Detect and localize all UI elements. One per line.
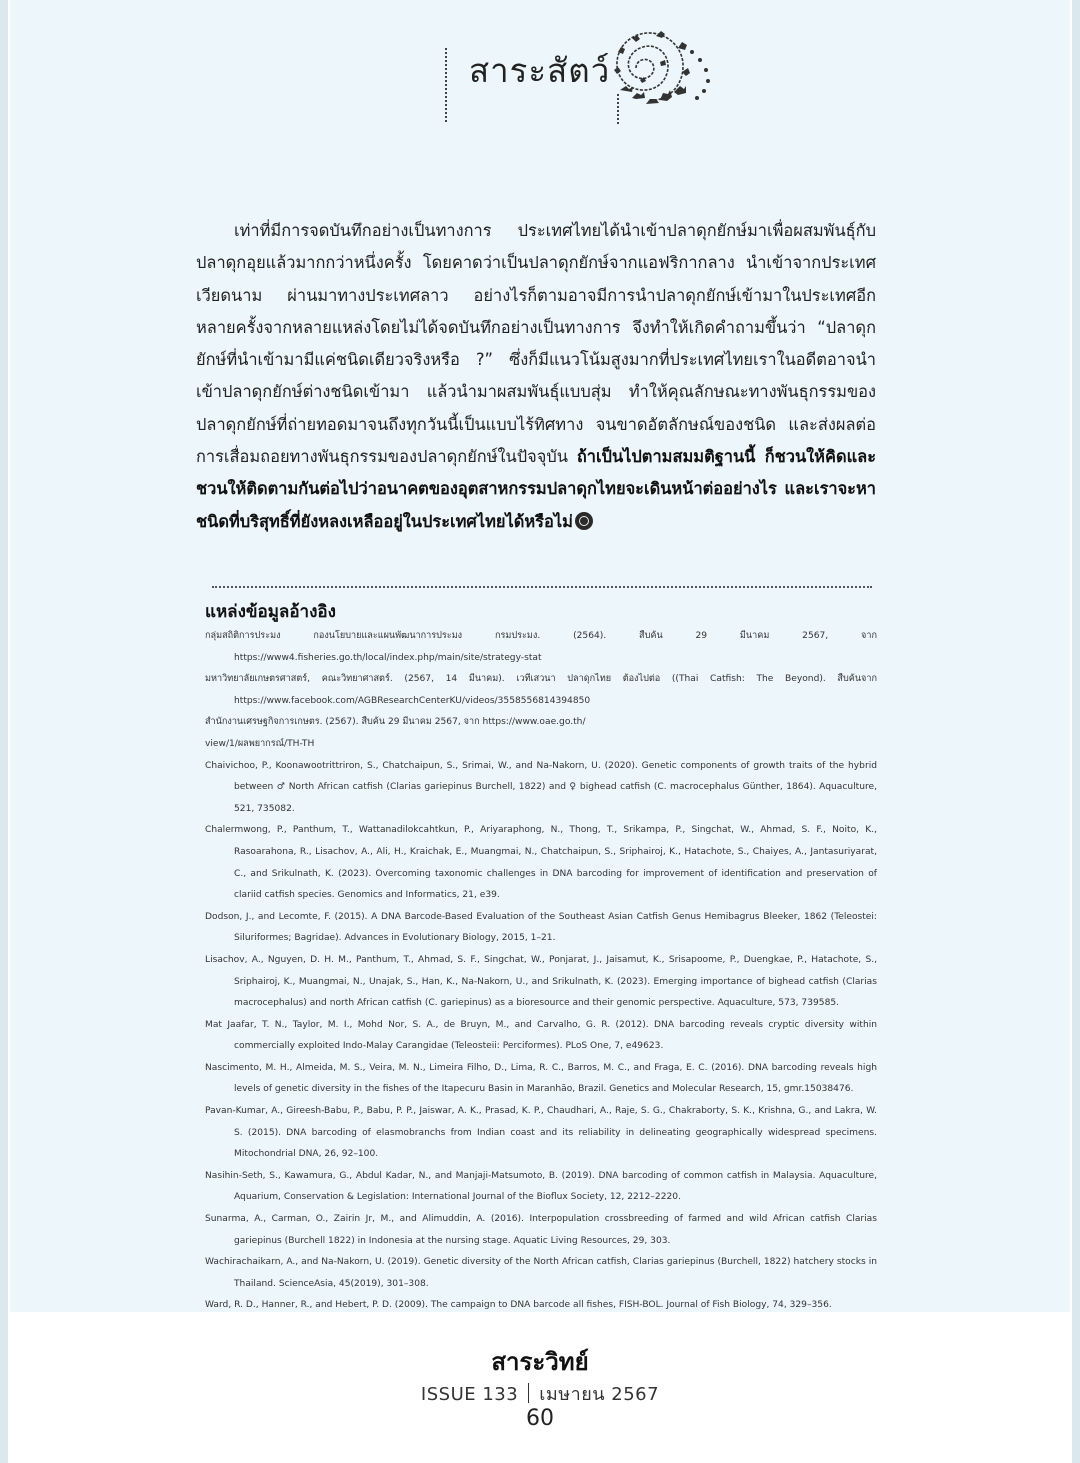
page-number: 60 (526, 1406, 554, 1431)
article-paragraph (196, 215, 876, 538)
reference-item: Pavan-Kumar, A., Gireesh-Babu, P., Babu, P. P., Jaiswar, A. K., Prasad, K. P., Chaudhari, A., Raje, S. G., Chakraborty, S. K., Krishna, G., and Lakra, W. S. (2015). DNA barcoding of elasmobranchs from Indian coast and its reliability in delineating geographically widespread specimens. Mitochondrial DNA, 26, 92–100. (205, 1106, 877, 1160)
animal-spiral-logo-icon (596, 24, 724, 108)
paragraph-text: เท่าที่มีการจดบันทึกอย่างเป็นทางการ ประเทศไทยได้นำเข้าปลาดุกยักษ์มาเพื่อผสมพันธุ์กับปลาดุกอุยแล้วมากกว่าหนึ่งครั้ง โดยคาดว่าเป็นปลาดุกยักษ์จากแอฟริกากลาง นำเข้าจากประเทศเวียดนาม ผ่านมาทางประเทศลาว อย่างไรก็ตามอาจมีการนำปลาดุกยักษ์เข้ามาในประเทศอีกหลายครั้งจากหลายแหล่งโดยไม่ได้จดบันทึกอย่างเป็นทางการ จึงทำให้เกิดคำถามขึ้นว่า “ปลาดุกยักษ์ที่นำเข้ามามีแค่ชนิดเดียวจริงหรือ ?” ซึ่งก็มีแนวโน้มสูงมากที่ประเทศไทยเราในอดีตอาจนำเข้าปลาดุกยักษ์ต่างชนิดเข้ามา แล้วนำมาผสมพันธุ์แบบสุ่ม ทำให้คุณลักษณะทางพันธุกรรมของปลาดุกยักษ์ที่ถ่ายทอดมาจนถึงทุกวันนี้เป็นแบบไร้ทิศทาง จนขาดอัตลักษณ์ของชนิด และส่งผลต่อการเสื่อมถอยทางพันธุกรรมของปลาดุกยักษ์ในปัจจุบัน (196, 221, 876, 467)
page-edge-left (0, 0, 8, 1463)
issue-line (0, 1379, 1080, 1408)
reference-item: Mat Jaafar, T. N., Taylor, M. I., Mohd Nor, S. A., de Bruyn, M., and Carvalho, G. R. (2012). DNA barcoding reveals cryptic diversity within commercially exploited Indo-Malay Carangidae (Teleosteii: Perciformes). PLoS One, 7, e49623. (205, 1019, 877, 1052)
header-dotted-rule-left (445, 48, 447, 122)
reference-item: Dodson, J., and Lecomte, F. (2015). A DNA Barcode-Based Evaluation of the Southeast Asian Catfish Genus Hemibagrus Bleeker, 1862 (Teleostei: Siluriformes; Bagridae). Advances in Evolutionary Biology, 2015, 1–21. (205, 911, 877, 944)
end-of-article-icon (575, 512, 593, 530)
reference-item: Nasihin-Seth, S., Kawamura, G., Abdul Kadar, N., and Manjaji-Matsumoto, B. (2019). DNA barcoding of common catfish in Malaysia. Aquaculture, Aquarium, Conservation & Legislation: International Journal of the Bioflux Society, 12, 2212–2220. (205, 1170, 877, 1203)
issue-divider (528, 1383, 529, 1403)
reference-item: Chaivichoo, P., Koonawootrittriron, S., Chatchaipun, S., Srimai, W., and Na-Nakorn, U. (2020). Genetic components of growth traits of the hybrid between ♂ North African catfish (Clarias gariepinus Burchell, 1822) and ♀ bighead catfish (C. macrocephalus Günther, 1864). Aquaculture, 521, 735082. (205, 760, 877, 814)
reference-item: view/1/ผลพยากรณ์/TH-TH (205, 738, 315, 749)
issue-number: ISSUE 133 (420, 1384, 519, 1405)
reference-item: Nascimento, M. H., Almeida, M. S., Veira, M. N., Limeira Filho, D., Lima, R. C., Barros, M. C., and Fraga, E. C. (2016). DNA barcoding reveals high levels of genetic diversity in the fishes of the Itapecuru Basin in Maranhão, Brazil. Genetics and Molecular Research, 15, gmr.15038476. (205, 1062, 877, 1095)
magazine-name: สาระวิทย์ (491, 1348, 589, 1376)
issue-date: เมษายน 2567 (539, 1384, 660, 1405)
reference-item: กลุ่มสถิติการประมง กองนโยบายและแผนพัฒนาการประมง กรมประมง. (2564). สืบค้น 29 มีนาคม 2567, จาก https://www4.fisheries.go.th/local/index.php/main/site/strategy-stat (205, 631, 877, 663)
references-list (205, 626, 877, 1317)
reference-item: Chalermwong, P., Panthum, T., Wattanadilokcahtkun, P., Ariyaraphong, N., Thong, T., Srikampa, P., Singchat, W., Ahmad, S. F., Noito, K., Rasoarahona, R., Lisachov, A., Ali, H., Kraichak, E., Muangmai, N., Chatchaipun, S., Sriphairoj, K., Hatachote, S., Chaiyes, A., Jantasuriyarat, C., and Srikulnath, K. (2023). Overcoming taxonomic challenges in DNA barcoding for improvement of identification and preservation of clariid catfish species. Genomics and Informatics, 21, e39. (205, 825, 877, 901)
article-body (196, 215, 876, 538)
reference-item: มหาวิทยาลัยเกษตรศาสตร์, คณะวิทยาศาสตร์. (2567, 14 มีนาคม). เวทีเสวนา ปลาดุกไทย ต้องไปต่อ ((Thai Catfish: The Beyond). สืบค้นจาก https://www.facebook.com/AGBResearchCenterKU/videos/3558556814394850 (205, 674, 877, 706)
section-title: สาระสัตว์ (469, 51, 611, 90)
paragraph-bold-conclusion: ถ้าเป็นไปตามสมมติฐานนี้ ก็ชวนให้คิดและชวนให้ติดตามกันต่อไปว่าอนาคตของอุตสาหกรรมปลาดุกไทยจะเดินหน้าต่ออย่างไร และเราจะหาชนิดที่บริสุทธิ์ที่ยังหลงเหลืออยู่ในประเทศไทยได้หรือไม่ (196, 447, 876, 531)
reference-item: Sunarma, A., Carman, O., Zairin Jr, M., and Alimuddin, A. (2016). Interpopulation crossbreeding of farmed and wild African catfish Clarias gariepinus (Burchell 1822) in Indonesia at the nursing stage. Aquatic Living Resources, 29, 303. (205, 1214, 877, 1246)
reference-item: Ward, R. D., Hanner, R., and Hebert, P. D. (2009). The campaign to DNA barcode all fishes, FISH-BOL. Journal of Fish Biology, 74, 329–356. (205, 1300, 832, 1311)
reference-item: Lisachov, A., Nguyen, D. H. M., Panthum, T., Ahmad, S. F., Singchat, W., Ponjarat, J., Jaisamut, K., Srisapoome, P., Duengkae, P., Hatachote, S., Sriphairoj, K., Muangmai, N., Unajak, S., Han, K., Na-Nakorn, U., and Srikulnath, K. (2023). Emerging importance of bighead catfish (Clarias macrocephalus) and north African catfish (C. gariepinus) as a bioresource and their genomic perspective. Aquaculture, 573, 739585. (205, 954, 877, 1009)
references-title: แหล่งข้อมูลอ้างอิง (205, 602, 336, 622)
page-edge-right (1072, 0, 1080, 1463)
reference-item: สำนักงานเศรษฐกิจการเกษตร. (2567). สืบค้น 29 มีนาคม 2567, จาก https://www.oae.go.th/ (205, 717, 586, 728)
dotted-separator (212, 586, 872, 588)
reference-item: Wachirachaikarn, A., and Na-Nakorn, U. (2019). Genetic diversity of the North African catfish, Clarias gariepinus (Burchell, 1822) hatchery stocks in Thailand. ScienceAsia, 45(2019), 301–308. (205, 1257, 877, 1289)
header-dotted-rule-right (617, 94, 619, 124)
